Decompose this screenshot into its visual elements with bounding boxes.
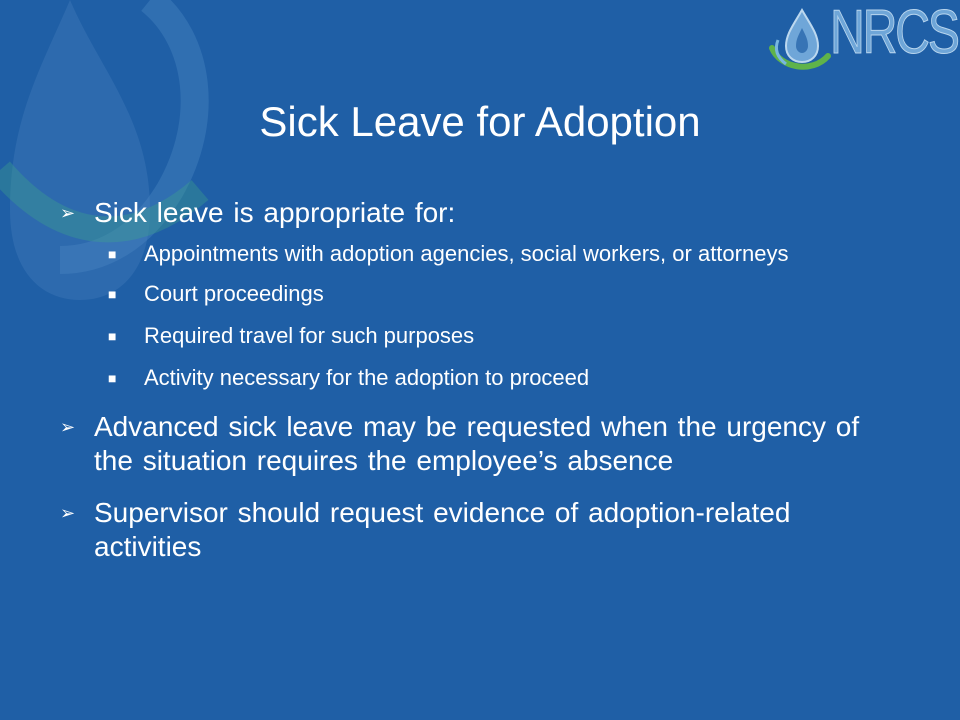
sub-bullet-text: Court proceedings xyxy=(144,281,324,306)
sub-bullet-item xyxy=(108,280,900,308)
slide-title: Sick Leave for Adoption xyxy=(259,98,701,145)
square-icon: ■ xyxy=(108,328,117,344)
sub-bullet-text: Required travel for such purposes xyxy=(144,323,475,348)
bullet-item xyxy=(60,410,900,478)
bullet-item xyxy=(60,496,900,564)
arrowhead-icon: ➢ xyxy=(60,503,76,523)
bullet-item xyxy=(60,196,900,230)
bullet-text: Sick leave is appropriate for: xyxy=(94,197,456,228)
sub-bullet-text: Activity necessary for the adoption to proceed xyxy=(144,365,590,390)
sub-bullet-item xyxy=(108,322,900,350)
square-icon: ■ xyxy=(108,286,117,302)
sub-bullet-item xyxy=(108,240,900,268)
bullet-text: Advanced sick leave may be requested when the urgency of the situation requires the employee’s absence xyxy=(94,411,860,476)
arrowhead-icon: ➢ xyxy=(60,417,76,437)
bullet-text: Supervisor should request evidence of adoption-related activities xyxy=(94,497,791,562)
square-icon: ■ xyxy=(108,246,117,262)
sub-bullet-item xyxy=(108,364,900,392)
slide-content xyxy=(60,196,900,564)
arrowhead-icon: ➢ xyxy=(60,203,76,223)
square-icon: ■ xyxy=(108,370,117,386)
nrcs-logo-text: NRCS xyxy=(830,0,958,67)
sub-bullet-text: Appointments with adoption agencies, social workers, or attorneys xyxy=(144,241,789,266)
